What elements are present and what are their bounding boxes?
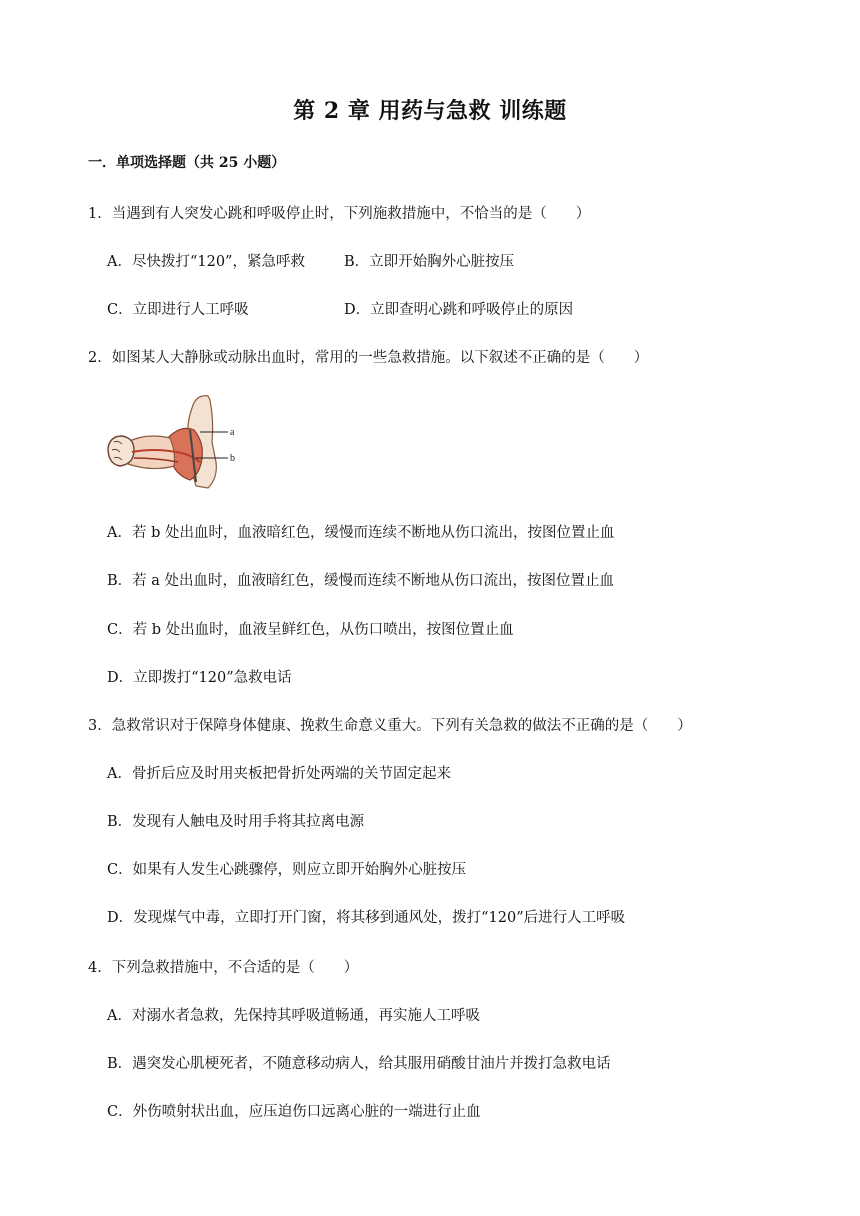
page-title: 第 2 章 用药与急救 训练题: [293, 98, 567, 124]
question-4-option-b: B．遇突发心肌梗死者，不随意移动病人，给其服用硝酸甘油片并拨打急救电话: [107, 1056, 611, 1072]
question-2-option-b: B．若 a 处出血时，血液暗红色，缓慢而连续不断地从伤口流出，按图位置止血: [107, 573, 615, 589]
label-a: a: [230, 427, 235, 438]
label-b: b: [230, 453, 235, 464]
section-heading: 一．单项选择题（共 25 小题）: [88, 155, 286, 171]
question-3-option-c: C．如果有人发生心跳骤停，则应立即开始胸外心脏按压: [107, 862, 467, 878]
question-3-stem: 3．急救常识对于保障身体健康、挽救生命意义重大。下列有关急救的做法不正确的是（ ）: [88, 718, 692, 734]
question-1-option-d: D．立即查明心跳和呼吸停止的原因: [344, 302, 574, 318]
question-1-option-c: C．立即进行人工呼吸: [107, 302, 249, 318]
question-1-option-a: A．尽快拨打“120”，紧急呼救: [107, 254, 305, 270]
fist-shape: [108, 436, 134, 466]
question-4-stem: 4．下列急救措施中，不合适的是（ ）: [88, 960, 359, 976]
question-3-option-b: B．发现有人触电及时用手将其拉离电源: [107, 814, 365, 830]
question-3-option-d: D．发现煤气中毒，立即打开门窗，将其移到通风处，拨打“120”后进行人工呼吸: [107, 910, 626, 926]
question-2-option-c: C．若 b 处出血时，血液呈鲜红色，从伤口喷出，按图位置止血: [107, 622, 514, 638]
question-1-option-b: B．立即开始胸外心脏按压: [344, 254, 515, 270]
question-2-option-a: A．若 b 处出血时，血液暗红色，缓慢而连续不断地从伤口流出，按图位置止血: [107, 525, 615, 541]
question-4-option-a: A．对溺水者急救，先保持其呼吸道畅通，再实施人工呼吸: [107, 1008, 480, 1024]
arm-bleeding-figure: [104, 392, 244, 496]
question-3-option-a: A．骨折后应及时用夹板把骨折处两端的关节固定起来: [107, 766, 451, 782]
question-2-option-d: D．立即拨打“120”急救电话: [107, 670, 292, 686]
question-4-option-c: C．外伤喷射状出血，应压迫伤口远离心脏的一端进行止血: [107, 1104, 481, 1120]
question-1-stem: 1．当遇到有人突发心跳和呼吸停止时，下列施救措施中，不恰当的是（ ）: [88, 206, 591, 222]
question-2-stem: 2．如图某人大静脉或动脉出血时，常用的一些急救措施。以下叙述不正确的是（ ）: [88, 350, 649, 366]
